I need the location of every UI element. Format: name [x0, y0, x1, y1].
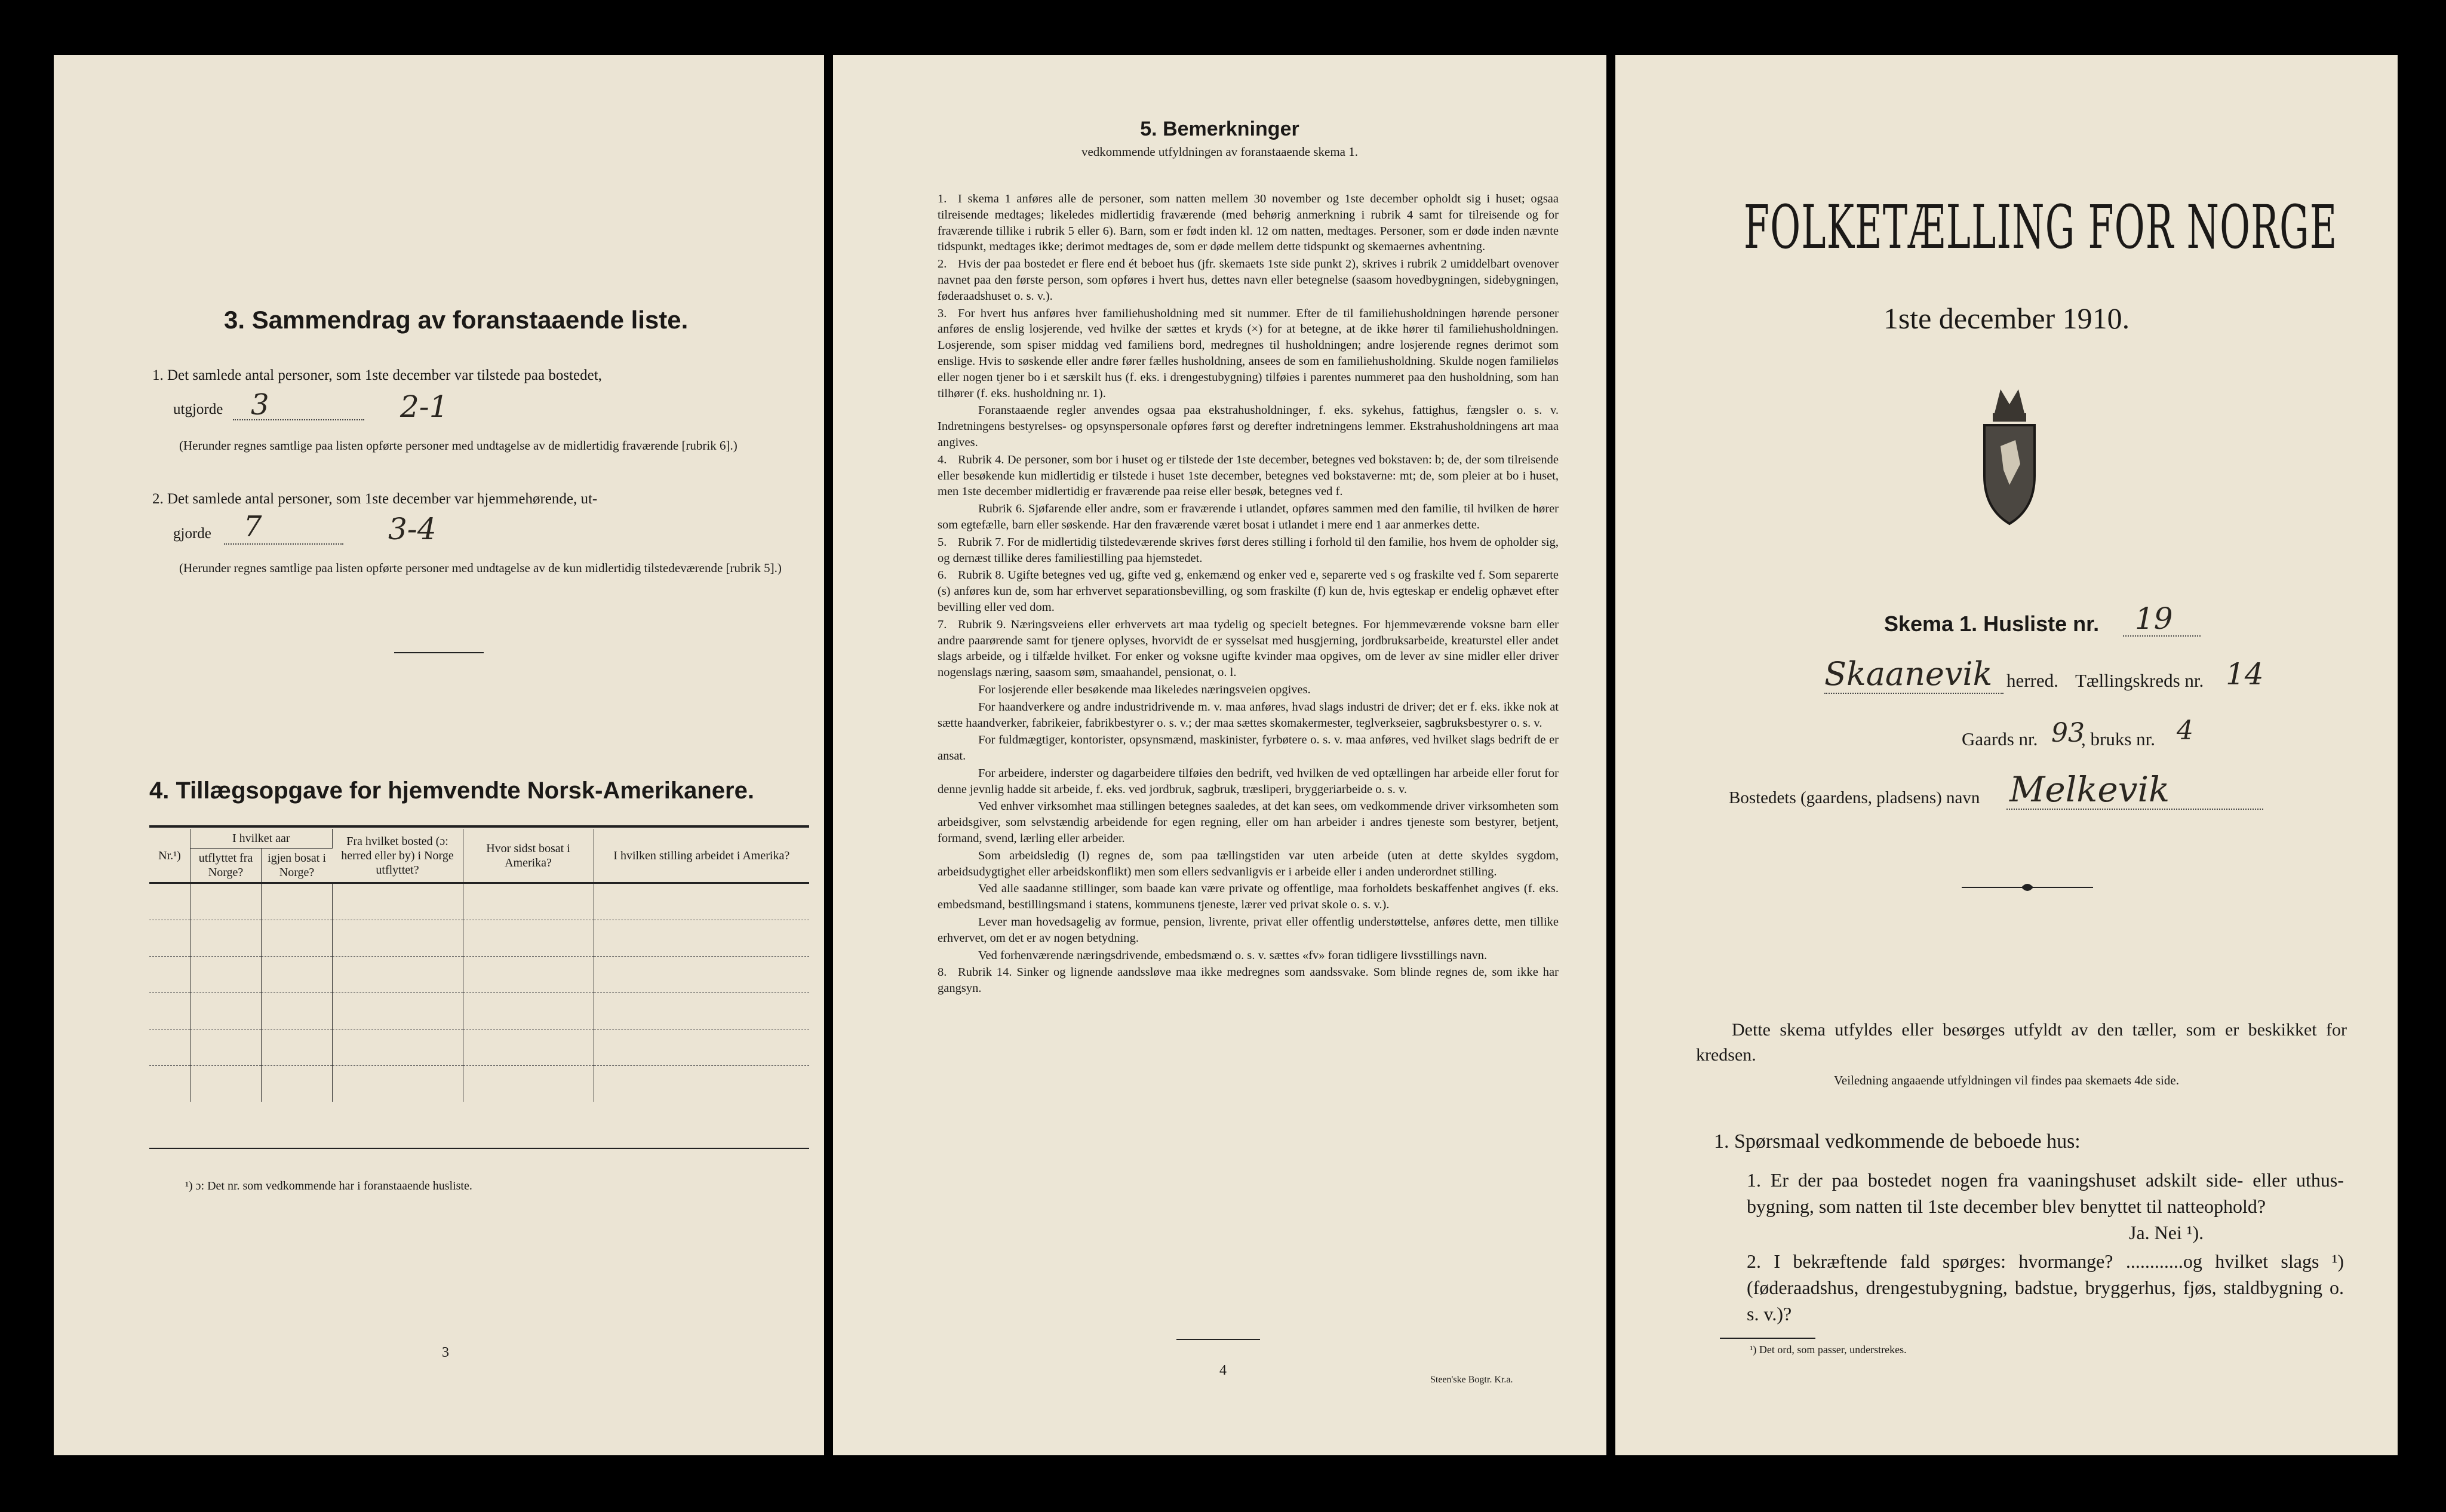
- page-number: 3: [442, 1345, 449, 1360]
- remark-paragraph: [938, 617, 1559, 681]
- sec3-item1-prefix: utgjorde: [173, 401, 223, 417]
- dotted-line: [2006, 809, 2263, 810]
- bruks-value: 4: [2177, 715, 2193, 746]
- question-1-1-answer: Ja. Nei ¹).: [2129, 1222, 2204, 1243]
- sec3-item1-note: (Herunder regnes samtlige paa listen opførte personer med undtagelse av de midlertidig fraværende [rubrik 6].): [179, 438, 738, 453]
- husliste-nr-value: 19: [2135, 601, 2173, 636]
- table-row: [149, 1029, 809, 1066]
- remark-paragraph: [938, 567, 1559, 615]
- col-header-utflyttet: utflyttet fra Norge?: [190, 849, 262, 883]
- table-bottom-rule: [149, 1148, 809, 1149]
- remark-paragraph: [938, 501, 1559, 533]
- page-1-cover: [1615, 55, 2398, 1455]
- sec3-item2-line: 2. Det samlede antal personer, som 1ste december var hjemmehørende, ut-: [152, 491, 598, 507]
- question-1-title: 1. Spørsmaal vedkommende de beboede hus:: [1714, 1130, 2081, 1153]
- divider: [394, 652, 484, 653]
- page-4-remarks: [833, 55, 1606, 1455]
- remark-text: Foranstaaende regler anvendes ogsaa paa ekstrahusholdninger, f. eks. sykehus, fattighus, fængsler o. s. v. Indretningens bestyrelses- og opsynspersonale opføres først og derefter indretningens lemmer. Ekstrahusholdningens art maa angives.: [938, 404, 1559, 449]
- remark-paragraph: [938, 402, 1559, 450]
- kreds-label: Tællingskreds nr.: [2075, 670, 2204, 691]
- divider: [1720, 1338, 1815, 1339]
- remark-paragraph: [938, 191, 1559, 255]
- remark-number: 2.: [938, 257, 947, 271]
- bosted-label: Bostedets (gaardens, pladsens) navn: [1729, 788, 1980, 807]
- dotted-line: [2123, 635, 2201, 637]
- remark-paragraph: [938, 964, 1559, 997]
- remark-number: 8.: [938, 966, 947, 979]
- remark-paragraph: [938, 848, 1559, 880]
- remark-text: Rubrik 14. Sinker og lignende aandssløve maa ikke medregnes som aandssvake. Som blinde regnes de, som ikke har gangsyn.: [938, 966, 1559, 995]
- bruks-label: , bruks nr.: [2081, 729, 2155, 749]
- remark-text: Lever man hovedsagelig av formue, pension, livrente, privat eller offentlig understøttelse, anføres dette, men tillike erhvervet, om det er av nogen betydning.: [938, 915, 1559, 945]
- remark-text: Rubrik 6. Sjøfarende eller andre, som er fraværende i utlandet, opføres sammen med den familie, til hvilken de hører som egtefælle, barn eller søskende. Har den fraværende været bosat i utlandet i mere end 1 aar anmerkes dette.: [938, 502, 1559, 531]
- instruction-text: Dette skema utfyldes eller besørges utfyldt av den tæller, som er beskikket for kredsen.: [1696, 1020, 2347, 1065]
- remark-text: Ved enhver virksomhet maa stillingen betegnes saaledes, at det kan sees, om vedkommende driver virksomheten som arbeidsgiver, som selvstændig arbeidende for egen regning, eller om han arbeider i andres tjeneste som bestyrer, betjent, formand, svend, lærling eller arbeider.: [938, 800, 1559, 846]
- col-group-header: I hvilket aar: [190, 829, 333, 849]
- gaards-value: 93: [2051, 718, 2085, 748]
- remark-text: Ved alle saadanne stillinger, som baade kan være private og offentlige, maa forholdets beskaffenhet angives (f. eks. embedsmand, bestillingsmand i statens, kommunens tjeneste, lærer ved privat skole o. s. v.).: [938, 882, 1559, 912]
- table-top-rule: [149, 825, 809, 828]
- remark-paragraph: [938, 881, 1559, 913]
- remark-text: For fuldmægtiger, kontorister, opsynsmænd, maskinister, fyrbøtere o. s. v. maa anføres, ved hvilket slags bedrift de er ansat.: [938, 733, 1559, 763]
- norsk-amerikanere-table: [149, 829, 809, 1102]
- dotted-line: [224, 543, 343, 545]
- remark-text: Hvis der paa bostedet er flere end ét beboet hus (jfr. skemaets 1ste side punkt 2), skrives i rubrik 2 umiddelbart ovenover navnet paa den første person, som opføres i hvert hus, dettes navn eller betegnelse (saasom hovedbygningen, sidebygningen, føderaadshuset o. s. v.).: [938, 257, 1559, 303]
- remark-text: For haandverkere og andre industridrivende m. v. maa anføres, hvad slags industri de driver; det er f. eks. ikke nok at sætte haandverker, fabrikeier, fabrikbestyrer o. s. v.; der maa sættes skomakermester, teglverkseier, sagbruksbestyrer o. s. v.: [938, 700, 1559, 730]
- remark-text: Som arbeidsledig (l) regnes de, som paa tællingstiden var uten arbeide (uten at dette skyldes sygdom, arbeidsudygtighet eller arbeidskonflikt) men som ellers sedvanligvis er i arbeide eller i anden underordnet stilling.: [938, 849, 1559, 878]
- remark-text: For arbeidere, inderster og dagarbeidere tilføies den bedrift, ved hvilken de ved optællingen har arbeide eller forut for denne jevnlig hadde sit arbeide, f. eks. ved jordbruk, sagbruk, træsliperi, bryggeriarbeide o. s. v.: [938, 766, 1559, 796]
- section-3-title: 3. Sammendrag av foranstaaende liste.: [224, 306, 689, 334]
- ornament-icon: [1962, 880, 2093, 895]
- remark-paragraph: [938, 682, 1559, 698]
- dotted-line: [1824, 693, 2003, 694]
- remark-number: 6.: [938, 568, 947, 582]
- remark-paragraph: [938, 914, 1559, 946]
- remark-text: Rubrik 9. Næringsveiens eller erhvervets art maa tydelig og specielt betegnes. For hjemmeværende voksne barn eller andre paarørende samt for tjenere oplyses, hvorvidt de er sysselsat med husgjerning, jordbruksarbeide, kreaturstel eller andet slags arbeide, og i tilfælde hvilket. For enker og voksne ugifte kvinder maa opgives, om de lever av sine midler eller driver nogenslags næring, saasom søm, smaahandel, pensionat, o. l.: [938, 617, 1559, 680]
- remark-paragraph: [938, 732, 1559, 764]
- form-title: FOLKETÆLLING FOR NORGE: [1744, 192, 2338, 262]
- sec3-item2-note: (Herunder regnes samtlige paa listen opførte personer med undtagelse av de kun midlertidig tilstedeværende [rubrik 5].): [179, 561, 782, 575]
- divider: [1176, 1339, 1260, 1340]
- sec3-item2-prefix: gjorde: [173, 525, 211, 542]
- schema-label: Skema 1. Husliste nr.: [1884, 611, 2100, 636]
- remark-paragraph: [938, 948, 1559, 964]
- remarks-list: [938, 191, 1559, 998]
- col-header-bosted: Fra hvilket bosted (ɔ: herred eller by) i Norge utflyttet?: [332, 829, 463, 883]
- remark-number: 1.: [938, 192, 947, 205]
- remark-paragraph: [938, 534, 1559, 567]
- section-4-title: 4. Tillægsopgave for hjemvendte Norsk-Amerikanere.: [149, 777, 754, 804]
- form-date: 1ste december 1910.: [1883, 302, 2130, 335]
- remark-number: 7.: [938, 617, 947, 631]
- table-row: [149, 957, 809, 993]
- table-row: [149, 1066, 809, 1102]
- table-row: [149, 993, 809, 1029]
- remark-paragraph: [938, 699, 1559, 732]
- remarks-title: 5. Bemerkninger: [1140, 118, 1299, 140]
- kreds-value: 14: [2226, 657, 2264, 692]
- col-header-amerika: Hvor sidst bosat i Amerika?: [463, 829, 594, 883]
- sec3-item1-value: 3: [251, 388, 269, 422]
- remark-paragraph: [938, 798, 1559, 846]
- table-row: [149, 883, 809, 920]
- question-1-2: 2. I bekræftende fald spørges: hvormange? ............og hvilket slags ¹) (føderaadshus, drengestubygning, badstue, bryggerhus, fjøs, staldbygning o. s. v.)?: [1747, 1250, 2344, 1324]
- sec3-item2-extra: 3-4: [388, 512, 437, 546]
- sec3-item1-extra: 2-1: [400, 389, 448, 424]
- herred-label: herred.: [2006, 670, 2058, 691]
- sec3-item2-value: 7: [244, 510, 262, 543]
- remark-paragraph: [938, 256, 1559, 304]
- sec3-item1-line: 1. Det samlede antal personer, som 1ste december var tilstede paa bostedet,: [152, 367, 602, 383]
- remark-paragraph: [938, 452, 1559, 500]
- remark-text: Ved forhenværende næringsdrivende, embedsmænd o. s. v. sættes «fv» foran tidligere livsstillings navn.: [978, 948, 1488, 962]
- col-header-igjen: igjen bosat i Norge?: [262, 849, 333, 883]
- printer-mark: Steen'ske Bogtr. Kr.a.: [1430, 1375, 1513, 1385]
- remark-number: 4.: [938, 453, 947, 466]
- question-1-1: 1. Er der paa bostedet nogen fra vaaningshuset adskilt side- eller uthus-bygning, som natten til 1ste december blev benyttet til natteophold?: [1747, 1169, 2344, 1217]
- remark-paragraph: [938, 766, 1559, 798]
- page-number: 4: [1219, 1363, 1227, 1378]
- norwegian-coat-of-arms-icon: [1974, 380, 2045, 530]
- gaards-label: Gaards nr.: [1962, 729, 2038, 749]
- remark-text: For hvert hus anføres hver familiehusholdning med sit nummer. Efter de til familiehusholdningen hørende personer anføres de enslig losjerende, ved hvilke der sættes et kryds (×) for at betegne, at de ikke hører til familiehusholdningen. Losjerende, som spiser middag ved familiens bord, medregnes til husholdningen; andre losjerende regnes derimot som enslige. Hvis to søskende eller andre fører fælles husholdning, ansees de som en familiehusholdning. Skulde nogen familieløs eller nogen tjener bo i et særskilt hus (f. eks. i drengestubygning) tilføies i parentes nummeret paa den husholdning, som han tilhører (f. eks. husholdning nr. 1).: [938, 306, 1559, 400]
- guide-text: Veiledning angaaende utfyldningen vil findes paa skemaets 4de side.: [1834, 1073, 2179, 1087]
- remark-text: Rubrik 8. Ugifte betegnes ved ug, gifte ved g, enkemænd og enker ved e, separerte ved s og fraskilte ved f. Som separerte (s) anføres kun de, som har erhvervet separationsbevilling, og som fraskilte (f) kun de, hvis egteskap er endelig ophævet efter bevilling eller ved dom.: [938, 568, 1559, 614]
- col-header-stilling: I hvilken stilling arbeidet i Amerika?: [594, 829, 809, 883]
- remarks-subtitle: vedkommende utfyldningen av foranstaaende skema 1.: [1081, 145, 1358, 159]
- remark-number: 5.: [938, 535, 947, 549]
- remark-number: 3.: [938, 306, 947, 320]
- dotted-line: [233, 419, 364, 420]
- table-footnote: ¹) ɔ: Det nr. som vedkommende har i foranstaaende husliste.: [185, 1179, 472, 1193]
- bosted-value: Melkevik: [2009, 769, 2170, 810]
- remark-text: Rubrik 4. De personer, som bor i huset og er tilstede der 1ste december, betegnes ved bokstaven: b; de, der som tilreisende eller besøkende kun midlertidig er tilstede i huset 1ste december, betegnes ved bokstaverne: mt; de, som pleier at bo i huset, men 1ste december midlertidig er fraværende paa reise eller besøk, betegnes ved f.: [938, 453, 1559, 499]
- col-header-nr: Nr.¹): [149, 829, 190, 883]
- remark-text: For losjerende eller besøkende maa likeledes næringsveien opgives.: [978, 683, 1311, 696]
- page-3: [54, 55, 824, 1455]
- remark-text: Rubrik 7. For de midlertidig tilstedeværende skrives først deres stilling i forhold til den familie, hos hvem de opholder sig, og dernæst tillike deres familiestilling paa hjemstedet.: [938, 535, 1559, 565]
- table-row: [149, 920, 809, 957]
- remark-text: I skema 1 anføres alle de personer, som natten mellem 30 november og 1ste december opholdt sig i huset; ogsaa tilreisende medtages; likeledes midlertidig fraværende (med behørig anmerkning i rubrik 4 samt for tilreisende og for fraværende tillike i rubrik 5 eller 6). Barn, som er født inden kl. 12 om natten, medtages. Personer, som er døde inden nævnte tidspunkt, medtages ikke; derimot medtages de, som er døde mellem dette tidspunkt og skemaernes avhentning.: [938, 192, 1559, 254]
- herred-value: Skaanevik: [1824, 655, 1993, 693]
- cover-footnote: ¹) Det ord, som passer, understrekes.: [1750, 1344, 1907, 1356]
- remark-paragraph: [938, 306, 1559, 402]
